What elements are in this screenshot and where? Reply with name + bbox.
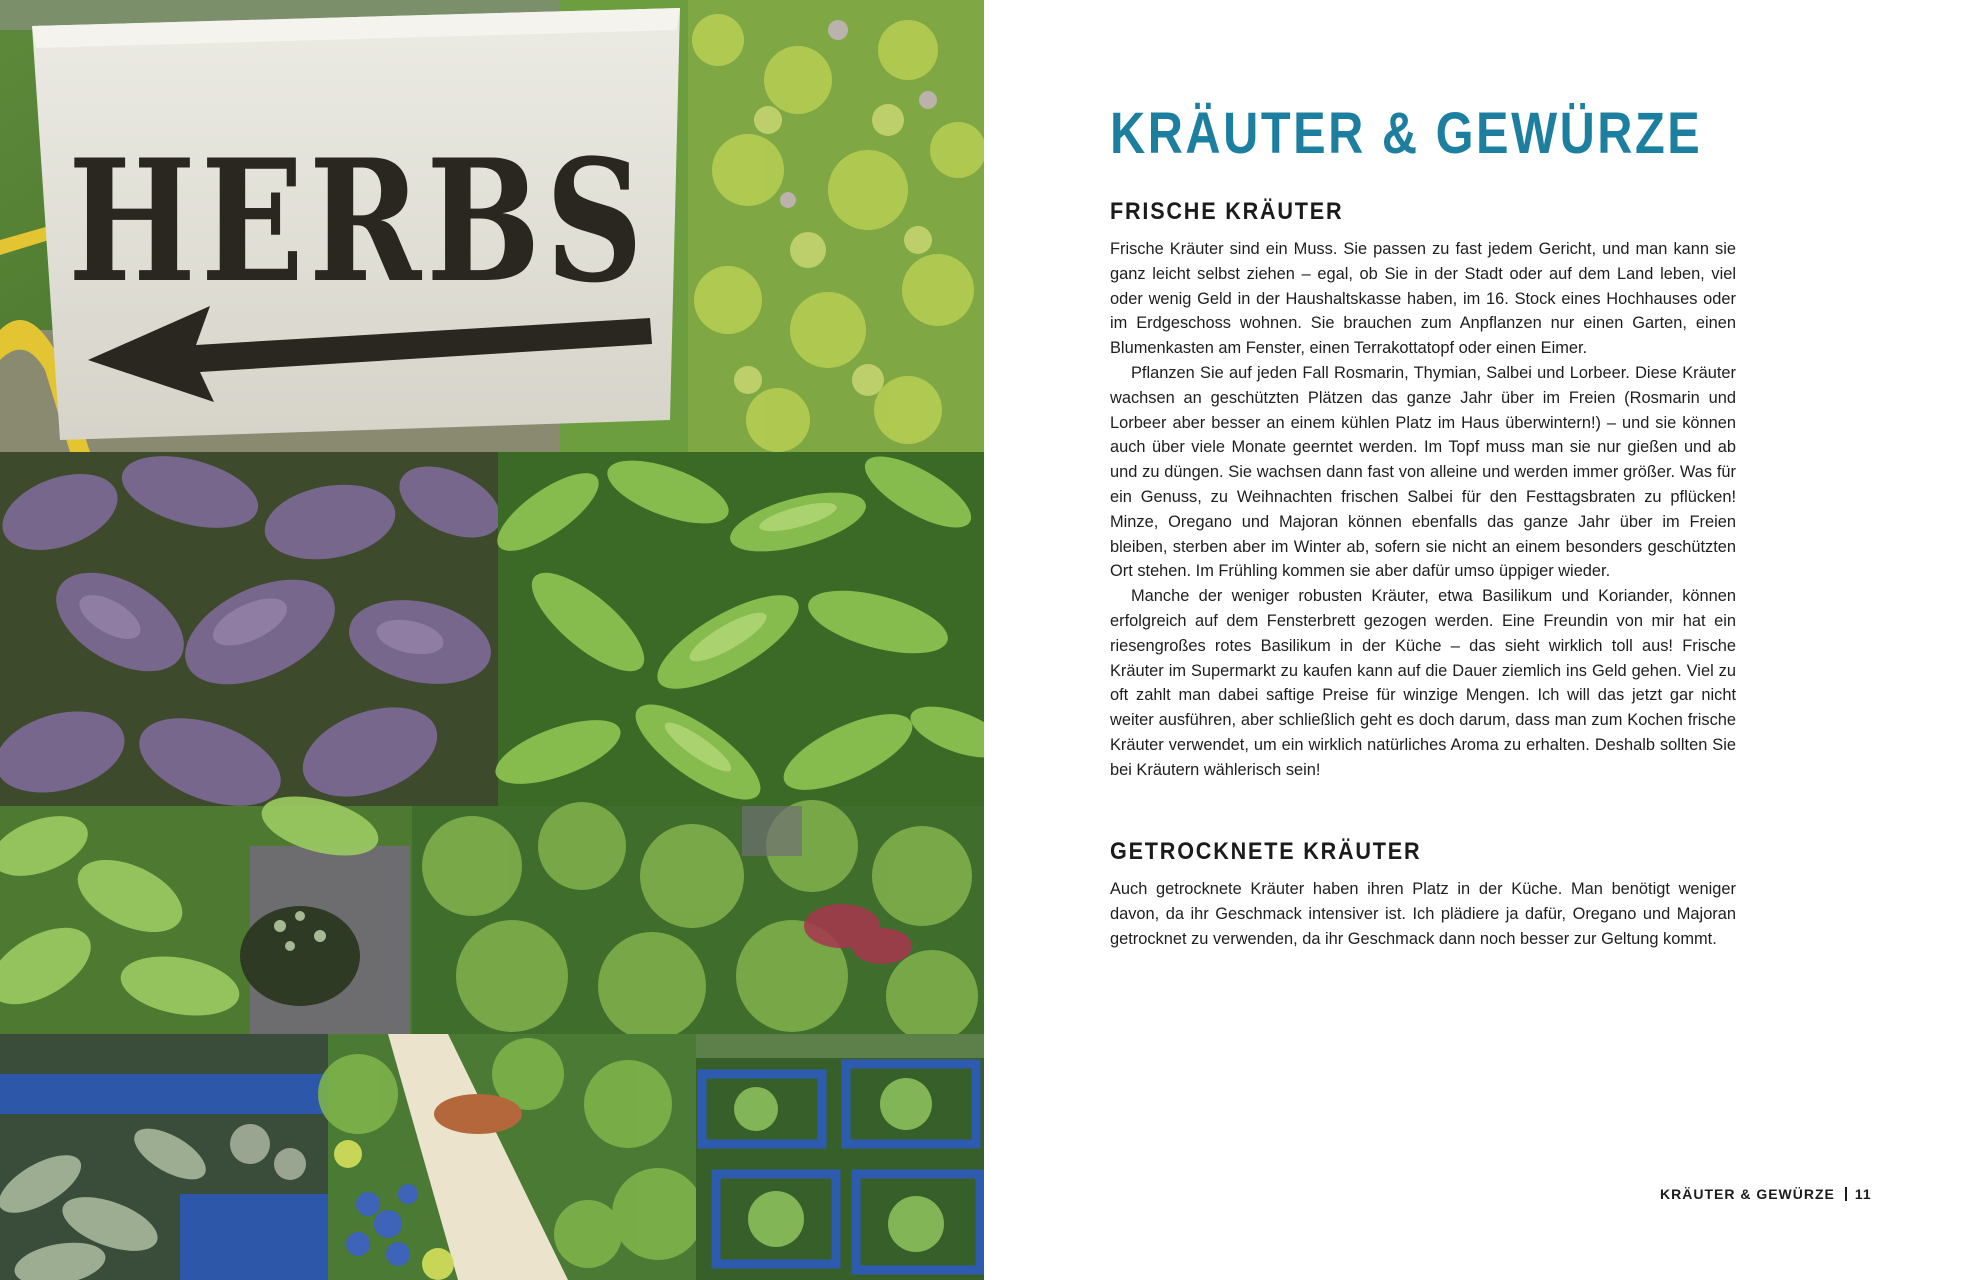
paragraph: Frische Kräuter sind ein Muss. Sie passen zu fast jedem Gericht, und man kann sie ganz leicht selbst ziehen – egal, ob Sie in der Stadt oder auf dem Land leben, viel oder wenig Geld in der Haushaltskasse haben, im 16. Stock eines Hochhauses oder im Erdgeschoss wohnen. Sie brauchen zum Anpflanzen nur einen Garten, einen Blumenkasten am Fenster, einen Terrakottatopf oder einen Eimer. — [1110, 240, 1736, 358]
section-body-dried-herbs — [1110, 877, 1736, 951]
sign-word: HERBS — [68, 122, 648, 320]
footer-separator — [1845, 1187, 1847, 1201]
section-heading-fresh-herbs: FRISCHE KRÄUTER — [1110, 198, 1344, 225]
page-title: KRÄUTER & GEWÜRZE — [1110, 101, 1703, 166]
section-heading-dried-herbs: GETROCKNETE KRÄUTER — [1110, 838, 1422, 865]
running-head: KRÄUTER & GEWÜRZE — [1660, 1186, 1835, 1202]
paragraph: Manche der weniger robusten Kräuter, etwa Basilikum und Koriander, können erfolgreich auf dem Fensterbrett gezogen werden. Eine Freundin von mir hat ein riesengroßes rotes Basilikum in der Küche – das sieht wirklich toll aus! Frische Kräuter im Supermarkt zu kaufen kann auf die Dauer ziemlich ins Geld gehen. Viel zu oft zahlt man dabei saftige Preise für winzige Mengen. Ich will das jetzt gar nicht weiter ausführen, aber schließlich geht es doch darum, dass man zum Kochen frische Kräuter verwendet, um ein wirklich natürliches Aroma zu erhalten. Deshalb sollten Sie bei Kräutern wählerisch sein! — [1110, 587, 1736, 779]
sage-photo — [0, 1034, 328, 1280]
herb-leaves-photo — [0, 806, 412, 1034]
herb-bed-photo — [412, 806, 984, 1034]
herbs-sign-photo — [0, 0, 688, 452]
bay-laurel-photo — [498, 452, 984, 806]
section-body-fresh-herbs — [1110, 237, 1736, 783]
paragraph: Auch getrocknete Kräuter haben ihren Platz in der Küche. Man benötigt weniger davon, da ihr Geschmack intensiver ist. Ich plädiere ja dafür, Oregano und Majoran getrocknet zu verwenden, da ihr Geschmack dann noch besser zur Geltung kommt. — [1110, 880, 1736, 948]
text-page — [984, 0, 1967, 1280]
garden-path-photo — [328, 1034, 696, 1280]
page-number: 11 — [1854, 1186, 1872, 1202]
paragraph: Pflanzen Sie auf jeden Fall Rosmarin, Thymian, Salbei und Lorbeer. Diese Kräuter wachsen an geschützten Plätzen das ganze Jahr über im Freien (Rosmarin und Lorbeer aber besser an einem kühlen Platz im Haus überwintern!) – und sie können auch über viele Monate geerntet werden. Im Topf muss man sie nur gießen und ab und zu düngen. Sie wachsen dann fast von alleine und werden immer größer. Was für ein Genuss, zu Weihnachten frischen Salbei für den Festtagsbraten zu pflücken! Minze, Oregano und Majoran können ebenfalls das ganze Jahr über im Freien bleiben, sterben aber im Winter ab, sofern sie nicht an einem besonders geschützten Ort stehen. Im Frühling kommen sie aber dafür umso üppiger wieder. — [1110, 363, 1736, 581]
page-footer — [1660, 1186, 1872, 1202]
plant-crates-photo — [696, 1034, 984, 1280]
purple-basil-photo — [0, 452, 498, 806]
thyme-photo — [688, 0, 984, 452]
